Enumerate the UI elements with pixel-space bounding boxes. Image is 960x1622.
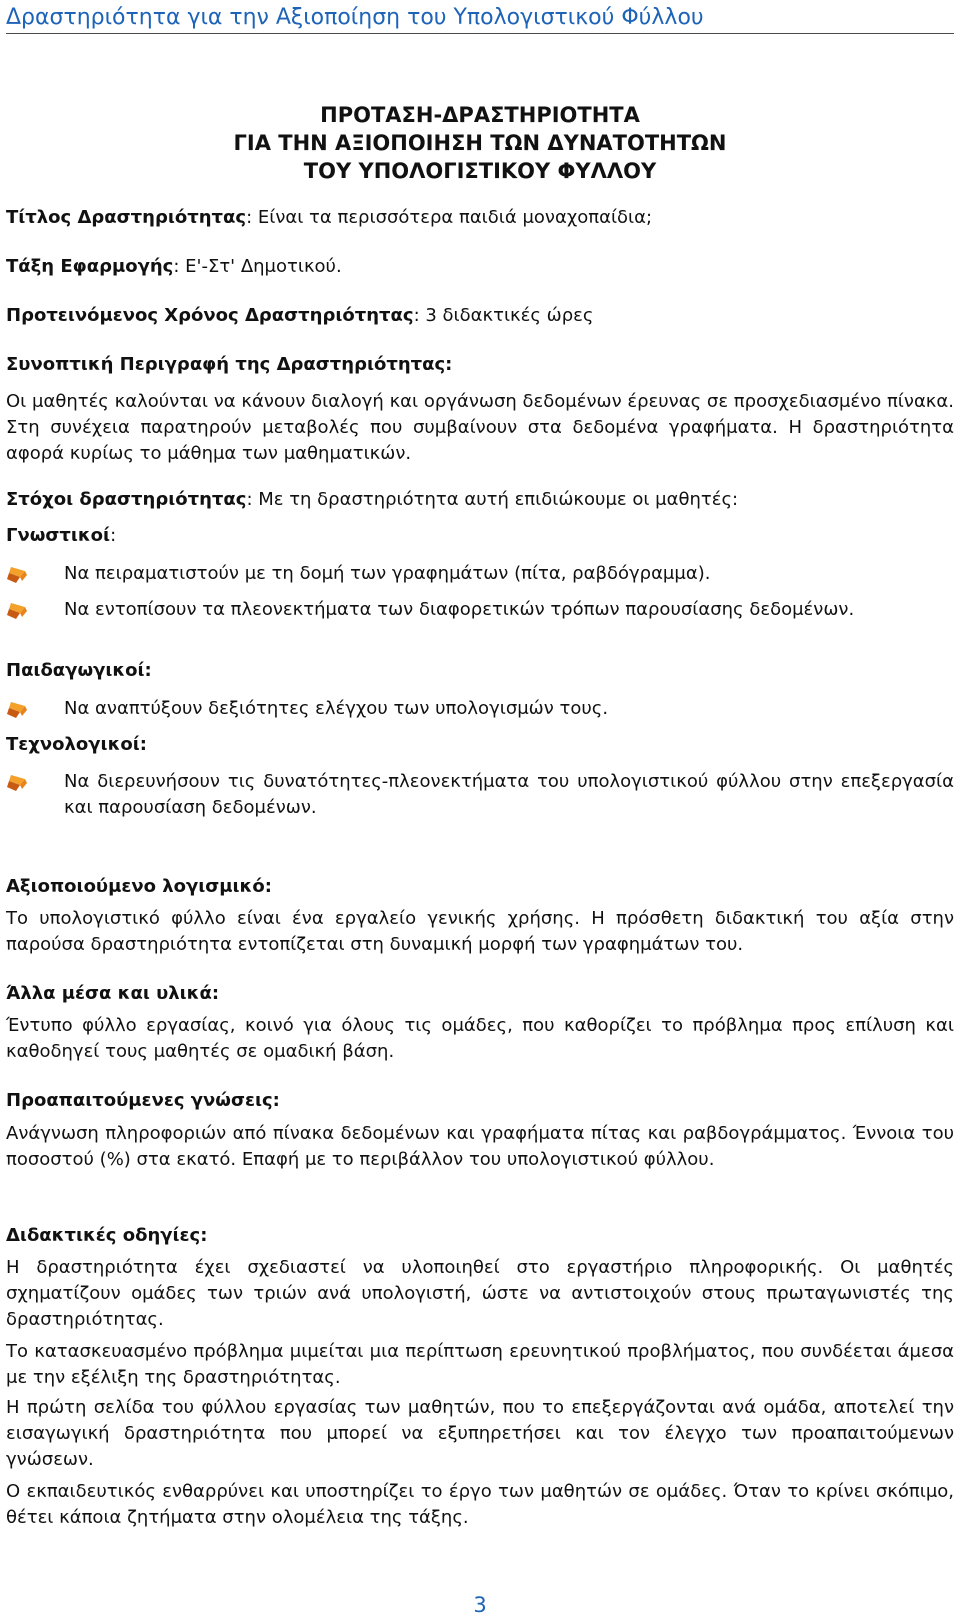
goals-label: Στόχοι δραστηριότητας (6, 489, 247, 510)
diamond-bullet-icon (6, 601, 30, 621)
summary-heading: Συνοπτική Περιγραφή της Δραστηριότητας: (6, 354, 453, 375)
time-value: : 3 διδακτικές ώρες (413, 305, 594, 326)
diamond-bullet-icon (6, 773, 30, 793)
software-heading: Αξιοποιούμενο λογισμικό: (6, 876, 272, 897)
class-value: : Ε'-Στ' Δημοτικού. (173, 256, 342, 277)
pedagogical-heading: Παιδαγωγικοί: (6, 660, 152, 681)
prerequisites-text: Ανάγνωση πληροφοριών από πίνακα δεδομένων και γραφήματα πίτας και ραβδογράμματος. Έννοια του ποσοστού (%) στα εκατό. Επαφή με το περιβάλλον του υπολογιστικού φύλλου. (6, 1123, 954, 1170)
activity-title-row (6, 205, 652, 231)
main-title-line-2: ΓΙΑ ΤΗΝ ΑΞΙΟΠΟΙΗΣΗ ΤΩΝ ΔΥΝΑΤΟΤΗΤΩΝ (233, 131, 727, 155)
bullet-text: Να αναπτύξουν δεξιότητες ελέγχου των υπολογισμών τους. (64, 698, 609, 719)
cognitive-heading (6, 523, 116, 549)
instructions-paragraph: Η δραστηριότητα έχει σχεδιαστεί να υλοποιηθεί στο εργαστήριο πληροφορικής. Οι μαθητές σχηματίζουν ομάδες των τριών ανά υπολογιστή, ώστε να αντιστοιχούν στους πρωταγωνιστές της δραστηριότητας. (6, 1257, 954, 1330)
instructions-paragraph: Ο εκπαιδευτικός ενθαρρύνει και υποστηρίζει το έργο των μαθητών σε ομάδες. Όταν το κρίνει σκόπιμο, θέτει κάποια ζητήματα στην ολομέλεια της τάξης. (6, 1481, 954, 1528)
technological-heading: Τεχνολογικοί: (6, 734, 147, 755)
instructions-paragraph: Η πρώτη σελίδα του φύλλου εργασίας των μαθητών, που το επεξεργάζονται ανά ομάδα, αποτελεί την εισαγωγική δραστηριότητα που μπορεί να εξυπηρετήσει και τον έλεγχο των προαπαιτούμενων γνώσεων. (6, 1397, 954, 1470)
page-number: 3 (473, 1593, 487, 1617)
activity-title-label: Τίτλος Δραστηριότητας (6, 207, 247, 228)
header-title: Δραστηριότητα για την Αξιοποίηση του Υπολογιστικού Φύλλου (6, 5, 704, 30)
cognitive-suffix: : (110, 525, 117, 546)
diamond-bullet-icon (6, 700, 30, 720)
instructions-paragraph: Το κατασκευασμένο πρόβλημα μιμείται μια περίπτωση ερευνητικού προβλήματος, που συνδέεται άμεσα με την εξέλιξη της δραστηριότητας. (6, 1341, 954, 1388)
prerequisites-heading: Προαπαιτούμενες γνώσεις: (6, 1090, 280, 1111)
bullet-text: Να διερευνήσουν τις δυνατότητες-πλεονεκτήματα του υπολογιστικού φύλλου στην επεξεργασία και παρουσίαση δεδομένων. (64, 771, 954, 818)
materials-text: Έντυπο φύλλο εργασίας, κοινό για όλους τις ομάδες, που καθορίζει το πρόβλημα προς επίλυση και καθοδηγεί τους μαθητές σε ομαδική βάση. (6, 1015, 954, 1062)
software-text: Το υπολογιστικό φύλλο είναι ένα εργαλείο γενικής χρήσης. Η πρόσθετη διδακτική του αξία στην παρούσα δραστηριότητα εντοπίζεται στη δυναμική μορφή των γραφημάτων του. (6, 908, 954, 955)
summary-text: Οι μαθητές καλούνται να κάνουν διαλογή και οργάνωση δεδομένων έρευνας σε προσχεδιασμένο πίνακα. Στη συνέχεια παρατηρούν μεταβολές που συμβαίνουν στα δεδομένα γραφήματα. Η δραστηριότητα αφορά κυρίως το μάθημα των μαθηματικών. (6, 391, 954, 464)
goals-row (6, 487, 738, 513)
time-label: Προτεινόμενος Χρόνος Δραστηριότητας (6, 305, 414, 326)
cognitive-label: Γνωστικοί (6, 525, 111, 546)
class-row (6, 254, 342, 280)
document-page (6, 0, 958, 1622)
instructions-heading: Διδακτικές οδηγίες: (6, 1225, 208, 1246)
goals-value: : Με τη δραστηριότητα αυτή επιδιώκουμε οι μαθητές: (246, 489, 739, 510)
activity-title-value: : Είναι τα περισσότερα παιδιά μοναχοπαίδια; (246, 207, 653, 228)
main-title-line-1: ΠΡΟΤΑΣΗ-ΔΡΑΣΤΗΡΙΟΤΗΤΑ (320, 103, 640, 127)
bullet-text: Να εντοπίσουν τα πλεονεκτήματα των διαφορετικών τρόπων παρουσίασης δεδομένων. (64, 599, 855, 620)
materials-heading: Άλλα μέσα και υλικά: (6, 983, 220, 1004)
bullet-text: Να πειραματιστούν με τη δομή των γραφημάτων (πίτα, ραβδόγραμμα). (64, 563, 711, 584)
class-label: Τάξη Εφαρμογής (6, 256, 174, 277)
main-title-line-3: ΤΟΥ ΥΠΟΛΟΓΙΣΤΙΚΟΥ ΦΥΛΛΟΥ (303, 159, 657, 183)
page-header (6, 0, 954, 34)
time-row (6, 303, 593, 329)
diamond-bullet-icon (6, 565, 30, 585)
